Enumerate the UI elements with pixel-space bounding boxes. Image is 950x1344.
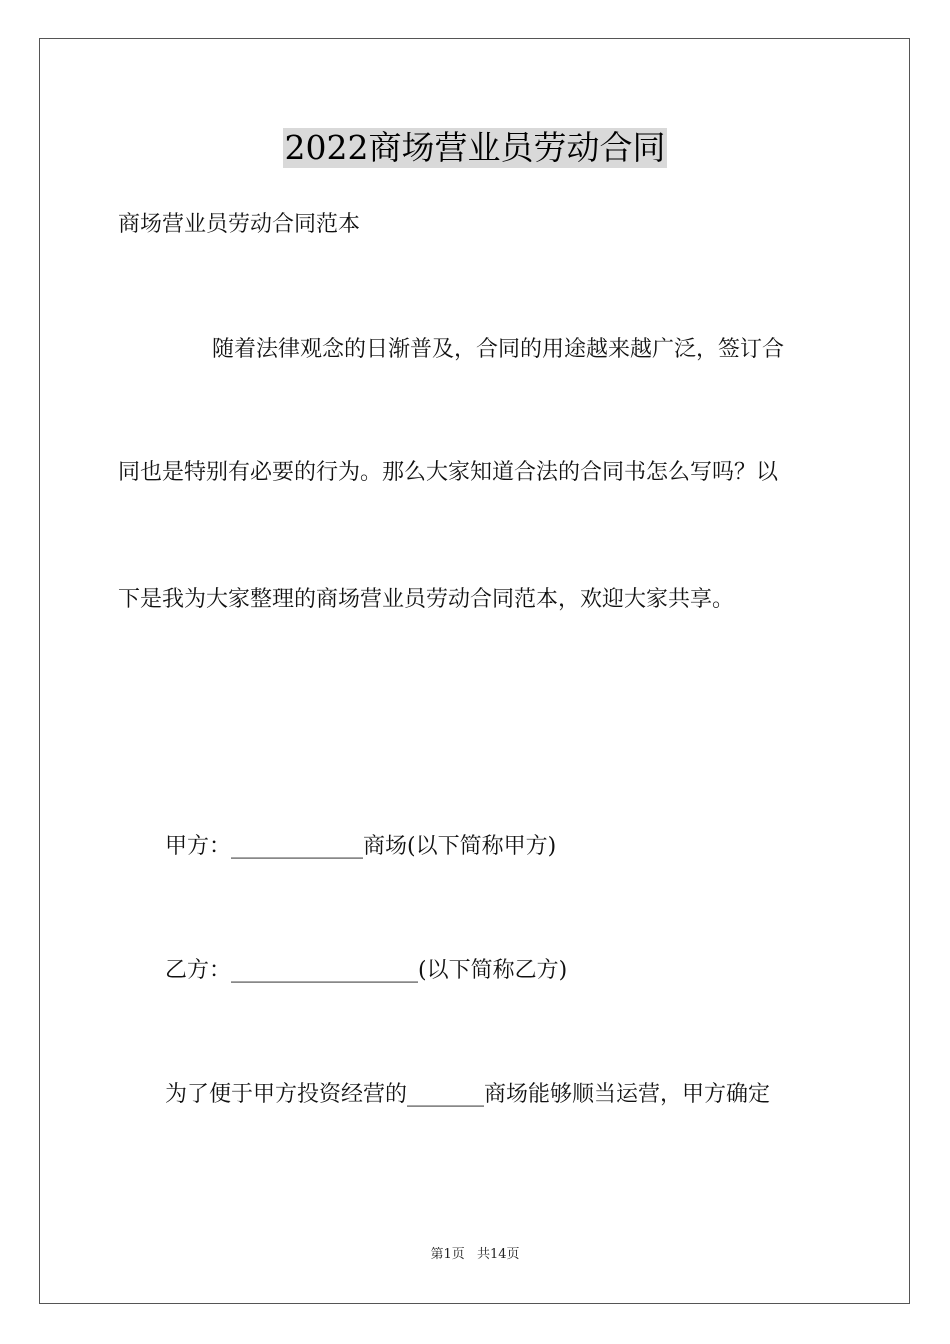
document-subtitle: 商场营业员劳动合同范本: [118, 212, 361, 237]
party-a-line: 甲方：____________商场(以下简称甲方): [165, 834, 557, 859]
title-container: [0, 128, 950, 168]
total-pages: 共14页: [476, 1247, 520, 1262]
purpose-line: 为了便于甲方投资经营的_______商场能够顺当运营，甲方确定: [165, 1082, 771, 1107]
intro-line-2: 同也是特别有必要的行为。那么大家知道合法的合同书怎么写吗？以: [118, 460, 779, 485]
page-footer: [0, 1246, 950, 1264]
document-title: 2022商场营业员劳动合同: [284, 128, 666, 167]
intro-line-3: 下是我为大家整理的商场营业员劳动合同范本，欢迎大家共享。: [118, 587, 735, 612]
party-b-line: 乙方：_________________(以下简称乙方): [165, 958, 568, 983]
page-number: 第1页: [430, 1247, 465, 1262]
intro-line-1: 随着法律观念的日渐普及，合同的用途越来越广泛，签订合: [212, 337, 785, 362]
